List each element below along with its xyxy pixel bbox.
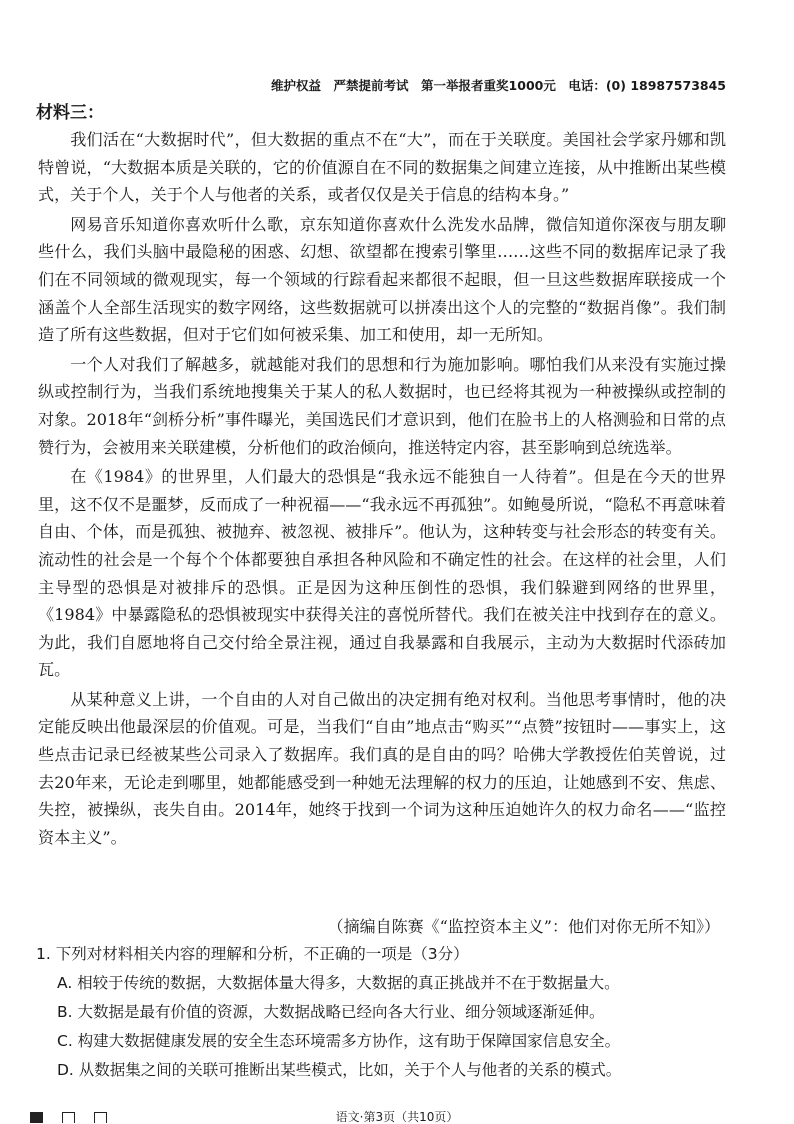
paragraph: 一个人对我们了解越多，就越能对我们的思想和行为施加影响。哪怕我们从来没有实施过操纵或控制行为，当我们系统地搜集关于某人的私人数据时，也已经将其视为一种被操纵或控制的对象。2018年“剑桥分析”事件曝光，美国选民们才意识到，他们在脸书上的人格测验和日常的点赞行为，会被用来关联建模，分析他们的政治倾向，推送特定内容，甚至影响到总统选举。 [38,354,726,457]
question-block [36,942,736,1087]
page-footer [0,1112,794,1123]
paragraph: 从某种意义上讲，一个自由的人对自己做出的决定拥有绝对权利。当他思考事情时，他的决定能反映出他最深层的价值观。可是，当我们“自由”地点击“购买”“点赞”按钮时——事实上，这些点击记录已经被某些公司录入了数据库。我们真的是自由的吗？哈佛大学教授佐伯芙曾说，过去20年来，无论走到哪里，她都能感受到一种她无法理解的权力的压迫，让她感到不安、焦虑、失控，被操纵，丧失自由。2014年，她终于找到一个词为这种压迫她许久的权力命名——“监控资本主义”。 [38,689,726,847]
option-d: D. 从数据集之间的关联可推断出某些模式，比如，关于个人与他者的关系的模式。 [57,1061,622,1079]
paragraph: 网易音乐知道你喜欢听什么歌，京东知道你喜欢什么洗发水品牌，微信知道你深夜与朋友聊些什么，我们头脑中最隐秘的困惑、幻想、欲望都在搜索引擎里……这些不同的数据库记录了我们在不同领域的微观现实，每一个领域的行踪看起来都很不起眼，但一旦这些数据库联接成一个涵盖个人全部生活现实的数字网络，这些数据就可以拼凑出这个人的完整的“数据肖像”。我们制造了所有这些数据，但对于它们如何被采集、加工和使用，却一无所知。 [38,214,726,345]
option-a: A. 相较于传统的数据，大数据体量大得多，大数据的真正挑战并不在于数据量大。 [57,974,620,992]
question-stem: 1. 下列对材料相关内容的理解和分析，不正确的一项是（3分） [36,945,469,963]
article-body [38,126,726,853]
section-title: 材料三： [36,103,104,123]
exam-header-notice: 维护权益 严禁提前考试 第一举报者重奖1000元 电话：(0) 18987573845 [271,78,726,93]
option-b: B. 大数据是最有价值的资源，大数据战略已经向各大行业、细分领域逐渐延伸。 [57,1003,605,1021]
source-attribution: （摘编自陈赛《“监控资本主义”：他们对你无所不知》） [327,917,720,936]
page-number: 语文·第3页（共10页） [335,1110,459,1124]
scan-marker-icon [94,1112,107,1123]
paragraph: 我们活在“大数据时代”，但大数据的重点不在“大”，而在于关联度。美国社会学家丹娜和凯特曾说，“大数据本质是关联的，它的价值源自在不同的数据集之间建立连接，从中推断出某些模式，关于个人，关于个人与他者的关系，或者仅仅是关于信息的结构本身。” [38,130,726,205]
scan-marker-icon [62,1112,75,1123]
scan-marker-filled-icon [30,1112,43,1123]
option-c: C. 构建大数据健康发展的安全生态环境需多方协作，这有助于保障国家信息安全。 [57,1032,621,1050]
paragraph: 在《1984》的世界里，人们最大的恐惧是“我永远不能独自一人待着”。但是在今天的世界里，这不仅不是噩梦，反而成了一种祝福——“我永远不再孤独”。如鲍曼所说，“隐私不再意味着自由、个体，而是孤独、被抛弃、被忽视、被排斥”。他认为，这种转变与社会形态的转变有关。流动性的社会是一个每个个体都要独自承担各种风险和不确定性的社会。在这样的社会里，人们主导型的恐惧是对被排斥的恐惧。正是因为这种压倒性的恐惧，我们躲避到网络的世界里，《1984》中暴露隐私的恐惧被现实中获得关注的喜悦所替代。我们在被关注中找到存在的意义。为此，我们自愿地将自己交付给全景注视，通过自我暴露和自我展示，主动为大数据时代添砖加瓦。 [38,467,726,680]
